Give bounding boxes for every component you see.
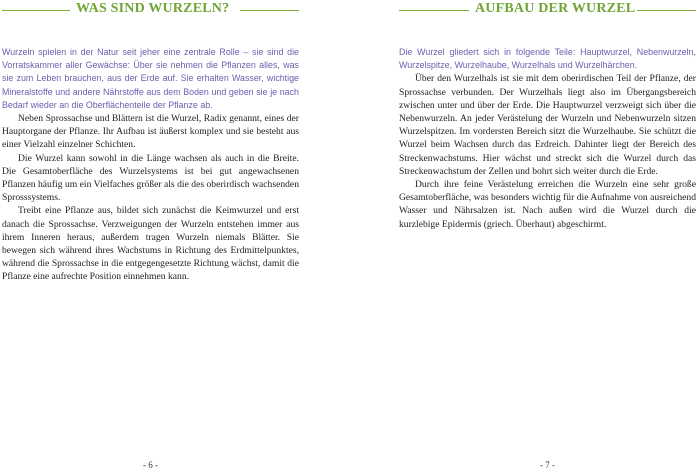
right-paragraph-2: Durch ihre feine Verästelung erreichen die Wurzeln eine sehr große Gesamtoberfläche, was besonders wichtig für die Aufnahme von ausreichend Wasser und Nährsalzen ist. Nach außen wird die Wurzel durch die kurzlebige Epidermis (griech. Überhaut) abgeschirmt. <box>399 179 696 230</box>
header-rule-right <box>240 10 299 11</box>
right-paragraph-1: Über den Wurzelhals ist sie mit dem oberirdischen Teil der Pflanze, der Sprossachse verbunden. Der Wurzelhals liegt also im Übergangsbereich zwischen unter und über der Erde. Die Hauptwurzel verzweigt sich über die Nebenwurzeln. An jeder Verästelung der Wurzeln und Nebenwurzeln sitzen Wurzelspitzen. Im vordersten Bereich sitzt die Wurzelhaube. Sie schützt die Wurzel beim Wachsen durch das Erdreich. Dahinter liegt der Bereich des Streckenwachstums. Hier wächst und streckt sich die Wurzel durch das Streckenwachstum der Zellen und bohrt sich weiter durch die Erde. <box>399 73 696 177</box>
left-page-header <box>2 0 299 24</box>
left-page <box>2 0 299 472</box>
left-page-number: - 6 - <box>143 460 158 470</box>
right-page-body <box>399 46 696 231</box>
header-rule-right <box>637 10 696 11</box>
right-page-intro: Die Wurzel gliedert sich in folgende Teile: Hauptwurzel, Nebenwurzeln, Wurzelspitze, Wurzelhaube, Wurzelhals und Wurzelhärchen. <box>399 47 696 71</box>
right-page <box>399 0 696 472</box>
left-page-body <box>2 46 299 284</box>
left-page-title: WAS SIND WURZELN? <box>72 1 233 17</box>
right-page-number: - 7 - <box>540 460 555 470</box>
right-page-title: AUFBAU DER WURZEL <box>471 1 639 17</box>
left-paragraph-2: Die Wurzel kann sowohl in die Länge wachsen als auch in die Breite. Die Gesamtoberfläche des Wurzelsystems ist bei gut angewachsenen Pflanzen häufig um ein Vielfaches größer als die des oberirdisch wachsenden Sprosssystems. <box>2 152 299 204</box>
left-paragraph-3: Treibt eine Pflanze aus, bildet sich zunächst die Keimwurzel und erst danach die Sprossachse. Verzweigungen der Wurzeln entstehen immer aus ihrem Inneren heraus, außerdem tragen Wurzeln niemals Blätter. Sie bewegen sich während ihres Wachstums in Richtung des Erdmittelpunktes, während die Sprossachse in die entgegengesetzte Richtung wächst, damit die Pflanze eine aufrechte Position einnehmen kann. <box>2 205 299 283</box>
header-rule-left <box>2 10 70 11</box>
left-page-intro: Wurzeln spielen in der Natur seit jeher eine zentrale Rolle – sie sind die Vorratskammer aller Gewächse: Über sie nehmen die Pflanzen alles, was sie zum Leben brauchen, aus der Erde auf. Sie erhalten Wasser, wichtige Mineralstoffe und andere Nährstoffe aus dem Boden und geben sie je nach Bedarf wieder an die Oberflächenteile der Pflanze ab. <box>2 47 299 110</box>
left-paragraph-1: Neben Sprossachse und Blättern ist die Wurzel, Radix genannt, eines der Hauptorgane der Pflanze. Ihr Aufbau ist äußerst komplex und sie besteht aus einer Vielzahl einzelner Schichten. <box>2 113 299 151</box>
header-rule-left <box>399 10 469 11</box>
right-page-header <box>399 0 696 24</box>
